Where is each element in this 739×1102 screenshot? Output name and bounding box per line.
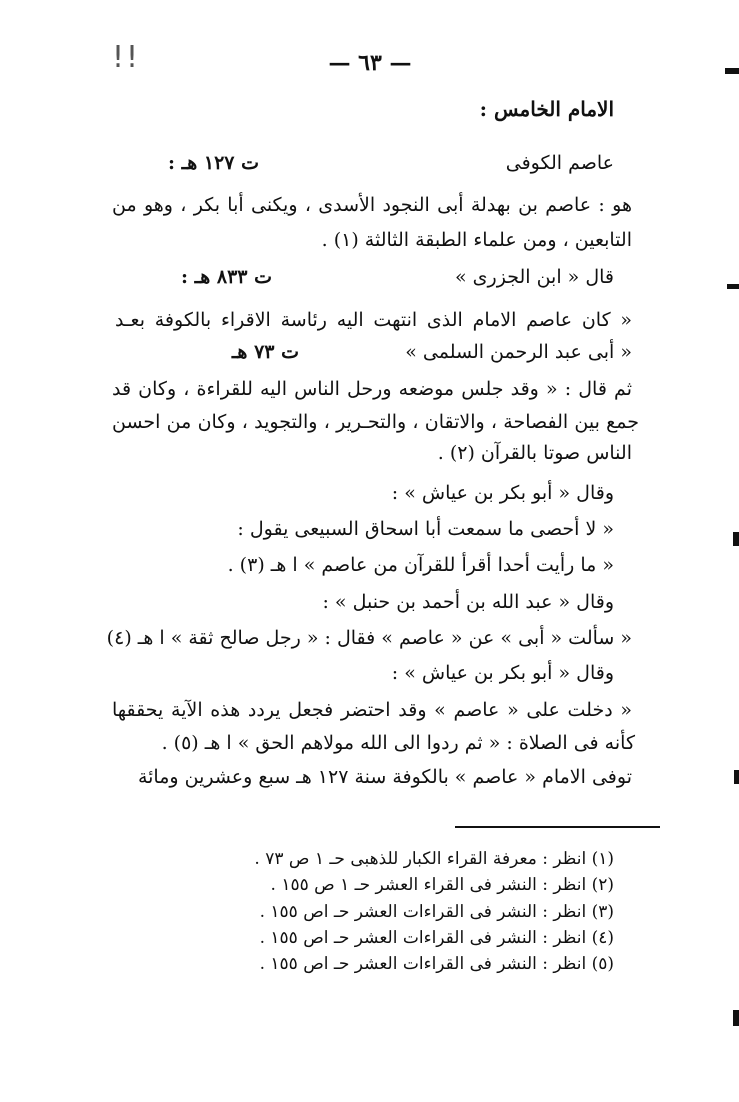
paragraph-line: الناس صوتا بالقرآن (٢) . — [437, 442, 632, 464]
scan-edge-mark — [725, 68, 739, 74]
subject-name: عاصم الكوفى — [505, 152, 614, 174]
quote-line: « دخلت على « عاصم » وقد احتضر فجعل يردد هذه الآية يحققها — [112, 699, 632, 721]
quote-line: « كان عاصم الامام الذى انتهت اليه رئاسة الاقراء بالكوفة بعـد — [115, 309, 632, 331]
subject-death: ت ١٢٧ هـ : — [168, 152, 259, 174]
quote-line: « سألت « أبى » عن « عاصم » فقال : « رجل صالح ثقة » ا هـ (٤) — [106, 627, 632, 649]
quote-death: ت ٧٣ هـ — [231, 341, 299, 363]
scan-edge-mark — [734, 770, 739, 784]
corner-smudge: !! — [112, 40, 141, 75]
quote-intro: وقال « أبو بكر بن عياش » : — [391, 662, 614, 684]
quote-line: « ما رأيت أحدا أقرأ للقرآن من عاصم » ا هـ (٣) . — [227, 554, 614, 576]
scan-edge-mark — [733, 532, 739, 546]
paragraph-line: ثم قال : « وقد جلس موضعه ورحل الناس اليه للقراءة ، وكان قد — [112, 378, 632, 400]
death-line: توفى الامام « عاصم » بالكوفة سنة ١٢٧ هـ سبع وعشرين ومائة — [137, 766, 632, 788]
section-heading: الامام الخامس : — [479, 97, 614, 121]
footnote: (٣) انظر : النشر فى القراءات العشر حـ اص ١٥٥ . — [259, 902, 614, 922]
bio-line: هو : عاصم بن بهدلة أبى النجود الأسدى ، ويكنى أبا بكر ، وهو من — [112, 194, 632, 216]
footnote: (٥) انظر : النشر فى القراءات العشر حـ اص ١٥٥ . — [259, 954, 614, 974]
quote-line: « أبى عبد الرحمن السلمى » — [405, 341, 632, 363]
footnote: (١) انظر : معرفة القراء الكبار للذهبى حـ ١ ص ٧٣ . — [254, 849, 614, 869]
quote-intro: وقال « عبد الله بن أحمد بن حنبل » : — [322, 591, 614, 613]
bio-line: التابعين ، ومن علماء الطبقة الثالثة (١) . — [321, 229, 632, 251]
footnote-separator — [455, 826, 660, 828]
footnote: (٤) انظر : النشر فى القراءات العشر حـ اص ١٥٥ . — [259, 928, 614, 948]
page-number: — ٦٣ — — [328, 50, 412, 76]
scan-edge-mark — [733, 1010, 739, 1026]
footnote: (٢) انظر : النشر فى القراء العشر حـ ١ ص ١٥٥ . — [270, 875, 614, 895]
quote-line: « لا أحصى ما سمعت أبا اسحاق السبيعى يقول : — [237, 518, 614, 540]
quote-intro: وقال « أبو بكر بن عياش » : — [391, 482, 614, 504]
paragraph-line: جمع بين الفصاحة ، والاتقان ، والتحـرير ، والتجويد ، وكان من احسن — [112, 411, 639, 433]
quote-intro: قال « ابن الجزرى » — [455, 266, 614, 288]
quote-intro-death: ت ٨٣٣ هـ : — [181, 266, 272, 288]
scan-edge-mark — [727, 284, 739, 289]
quote-line: كأنه فى الصلاة : « ثم ردوا الى الله مولاهم الحق » ا هـ (٥) . — [161, 732, 635, 754]
